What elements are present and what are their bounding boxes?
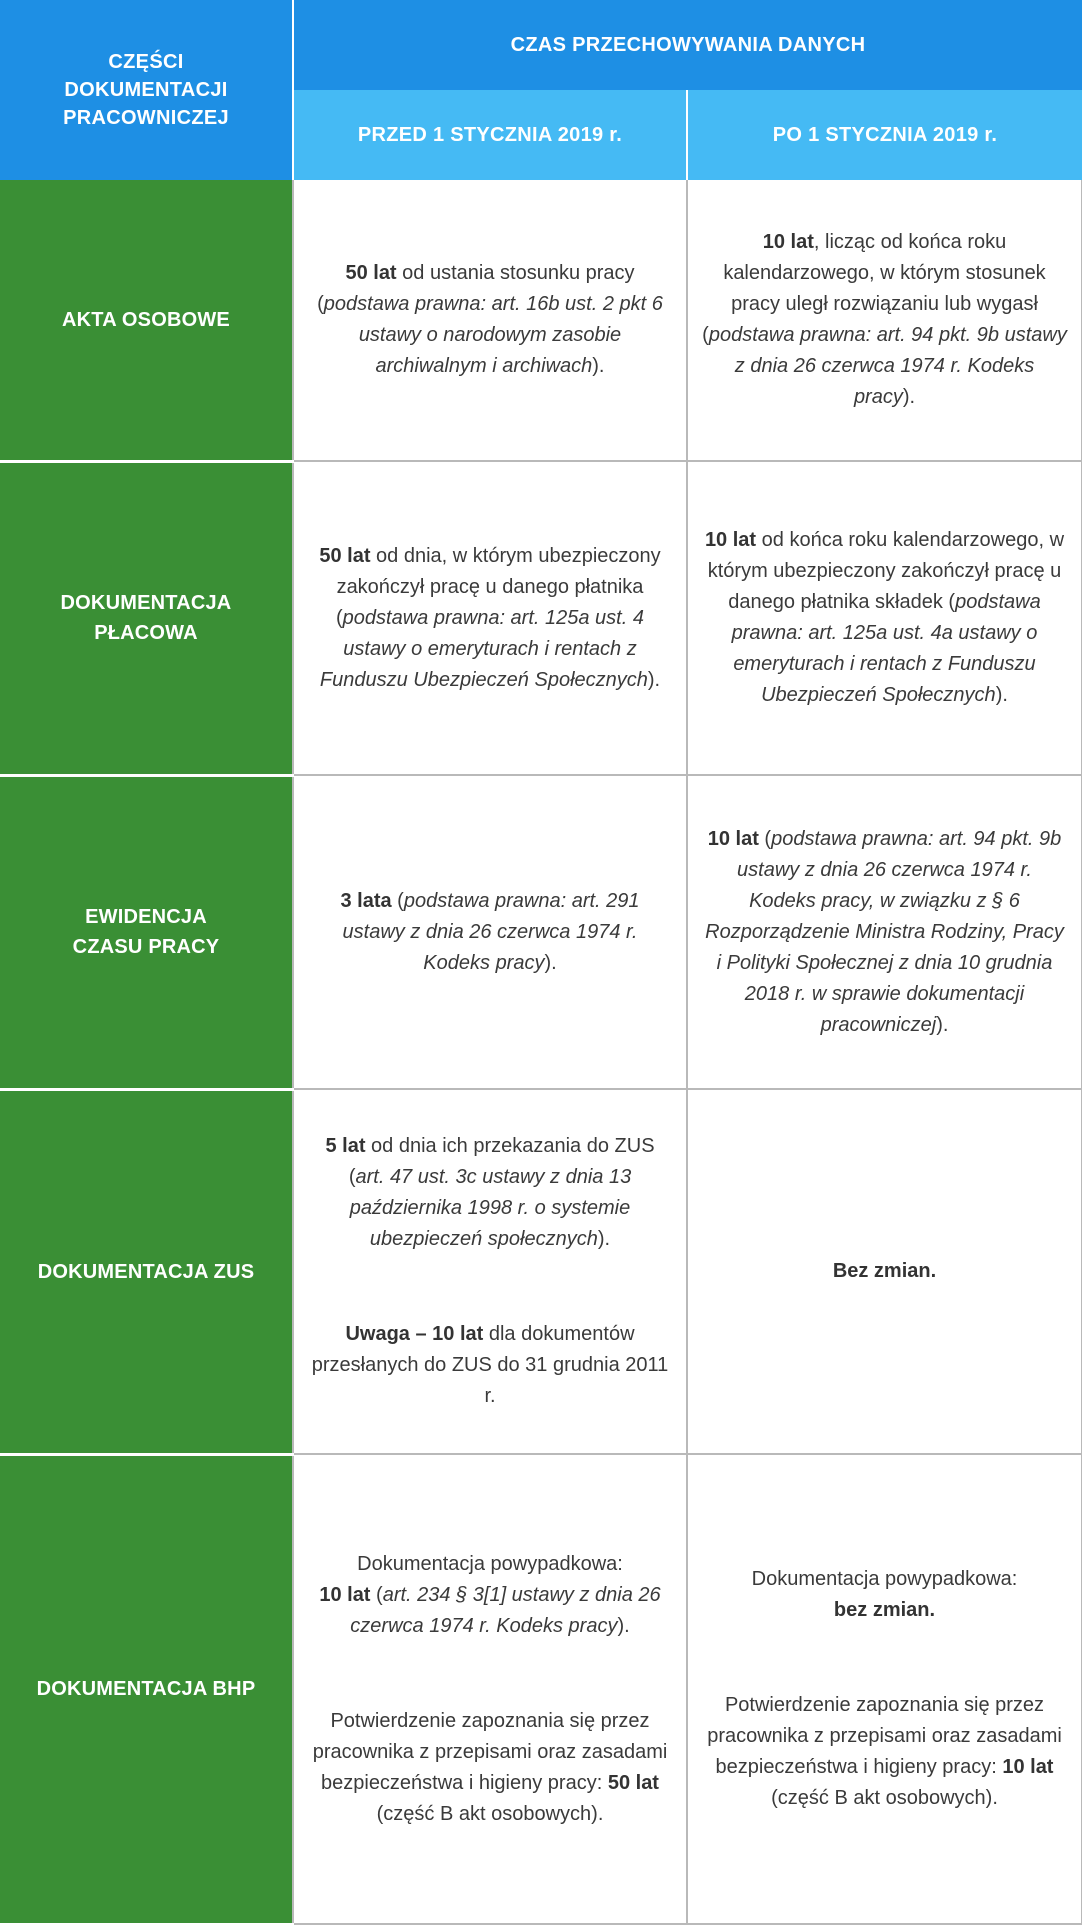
cell-before [293,180,687,461]
period-bold: Bez zmian. [832,1260,937,1282]
row-label-akta-osobowe [0,180,293,461]
cell-paragraph [308,541,672,696]
cell-after [687,461,1082,775]
cell-before [293,1089,687,1454]
row-label-line1: DOKUMENTACJA BHP [36,1678,256,1700]
cell-paragraph [308,886,672,979]
cell-paragraph [308,1549,672,1642]
row-label-line1: DOKUMENTACJA [60,592,232,614]
legal-basis: podstawa prawna: art. 125a ust. 4 ustawy o emeryturach i rentach z Funduszu Ubezpieczeń Społecznych [319,606,648,691]
cell-text: od dnia ich przekazania do ZUS ( [348,1135,655,1188]
p2-text: Potwierdzenie zapoznania się przez pracownika z przepisami oraz zasadami bezpieczeństwa i higieny pracy: [707,1694,1062,1778]
table-row [0,461,1082,775]
row-label-line1: AKTA OSOBOWE [62,308,230,331]
cell-paragraph [702,1564,1067,1626]
cell-before [293,775,687,1089]
cell-text-end: ). [902,386,916,408]
cell-text-end: ). [544,951,557,974]
cell-paragraph [702,227,1067,413]
period-bold: 10 lat [704,529,757,551]
cell-after [687,1454,1082,1924]
table-row [0,1454,1082,1924]
cell-text: ( [391,889,404,912]
cell-text: od dnia, w którym ubezpieczony zakończył pracę u danego płatnika ( [336,544,661,629]
cell-intro: Dokumentacja powypadkowa: [357,1552,623,1575]
cell-text: ( [758,827,772,850]
cell-text-end: ). [597,1228,611,1250]
period-bold: 10 lat [762,231,814,253]
cell-after [687,775,1082,1089]
cell-paragraph [308,1131,672,1255]
legal-basis: podstawa prawna: art. 16b ust. 2 pkt 6 ustawy o narodowym zasobie archiwalnym i archiwach [323,293,663,377]
period-bold: 50 lat [319,544,371,567]
p2-end: (część B akt osobowych). [376,1802,604,1825]
period-bold: bez zmian. [833,1599,936,1621]
row-label-line2: PŁACOWA [94,622,198,644]
period-bold: 10 lat [319,1583,371,1606]
legal-basis: art. 234 § 3[1] ustawy z dnia 26 czerwca 1974 r. Kodeks pracy [350,1583,661,1637]
cell-note [308,1319,672,1412]
cell-after [687,1089,1082,1454]
cell-text-end: ). [647,668,661,691]
cell-text-end: ). [995,684,1008,706]
legal-basis: podstawa prawna: art. 125a ust. 4a ustawy o emeryturach i rentach z Funduszu Ubezpieczeń Społecznych [731,591,1041,706]
header-before-2019: PRZED 1 STYCZNIA 2019 r. [293,90,687,180]
p2-bold: 50 lat [607,1771,659,1794]
cell-paragraph [702,824,1067,1041]
cell-intro: Dokumentacja powypadkowa: [751,1568,1018,1590]
p2-bold: 10 lat [1002,1756,1054,1778]
cell-paragraph [702,525,1067,711]
row-label-dokumentacja-bhp [0,1454,293,1924]
legal-basis: art. 47 ust. 3c ustawy z dnia 13 października 1998 r. o systemie ubezpieczeń społecznych [349,1166,632,1250]
cell-text-end: ). [592,355,605,377]
legal-basis: podstawa prawna: art. 94 pkt. 9b ustawy z dnia 26 czerwca 1974 r. Kodeks pracy [708,324,1067,408]
row-label-line2: CZASU PRACY [72,936,220,958]
table-row [0,180,1082,461]
row-label-dokumentacja-placowa [0,461,293,775]
p2-end: (część B akt osobowych). [771,1787,998,1809]
period-bold: 10 lat [707,827,759,850]
p2-text: Potwierdzenie zapoznania się przez pracownika z przepisami oraz zasadami bezpieczeństwa i higieny pracy: [312,1709,668,1794]
cell-text: ( [370,1583,383,1606]
cell-paragraph [702,1256,1067,1287]
legal-basis: podstawa prawna: art. 94 pkt. 9b ustawy z dnia 26 czerwca 1974 r. Kodeks pracy, w związku z § 6 Rozporządzenie Ministra Rodziny, Pracy i Polityki Społecznej z dnia 10 grudnia 2018 r. w sprawie dokumentacji pracowniczej [705,827,1064,1036]
cell-text: od końca roku kalendarzowego, w którym ubezpieczony zakończył pracę u danego płatnika składek ( [707,529,1065,613]
note-text: dla dokumentów przesłanych do ZUS do 31 grudnia 2011 r. [311,1323,669,1407]
cell-paragraph-2 [702,1690,1067,1814]
header-after-2019: PO 1 STYCZNIA 2019 r. [687,90,1082,180]
cell-paragraph [308,258,672,382]
legal-basis: podstawa prawna: art. 291 ustawy z dnia 26 czerwca 1974 r. Kodeks pracy [342,889,640,974]
period-bold: 50 lat [345,262,397,284]
note-bold: Uwaga – 10 lat [345,1323,484,1345]
cell-before [293,1454,687,1924]
cell-paragraph-2 [308,1706,672,1830]
header-corner-line1: CZĘŚCI [108,51,184,73]
row-label-line1: EWIDENCJA [85,906,207,928]
row-label-ewidencja-czasu-pracy [0,775,293,1089]
header-documentation-parts [0,0,293,180]
table-row [0,775,1082,1089]
row-label-dokumentacja-zus [0,1089,293,1454]
cell-text: , licząc od końca roku kalendarzowego, w którym stosunek pracy uległ rozwiązaniu lub wygasł ( [702,231,1046,346]
row-label-line1: DOKUMENTACJA ZUS [37,1260,255,1283]
period-bold: 5 lat [325,1135,366,1157]
cell-after [687,180,1082,461]
period-bold: 3 lata [340,889,392,912]
cell-before [293,461,687,775]
cell-text-end: ). [617,1614,630,1637]
header-retention-time: CZAS PRZECHOWYWANIA DANYCH [293,0,1082,90]
cell-text: od ustania stosunku pracy ( [317,262,635,315]
header-corner-line3: PRACOWNICZEJ [63,107,229,129]
cell-text-end: ). [936,1013,949,1036]
header-corner-line2: DOKUMENTACJI [64,79,228,101]
table-row [0,1089,1082,1454]
